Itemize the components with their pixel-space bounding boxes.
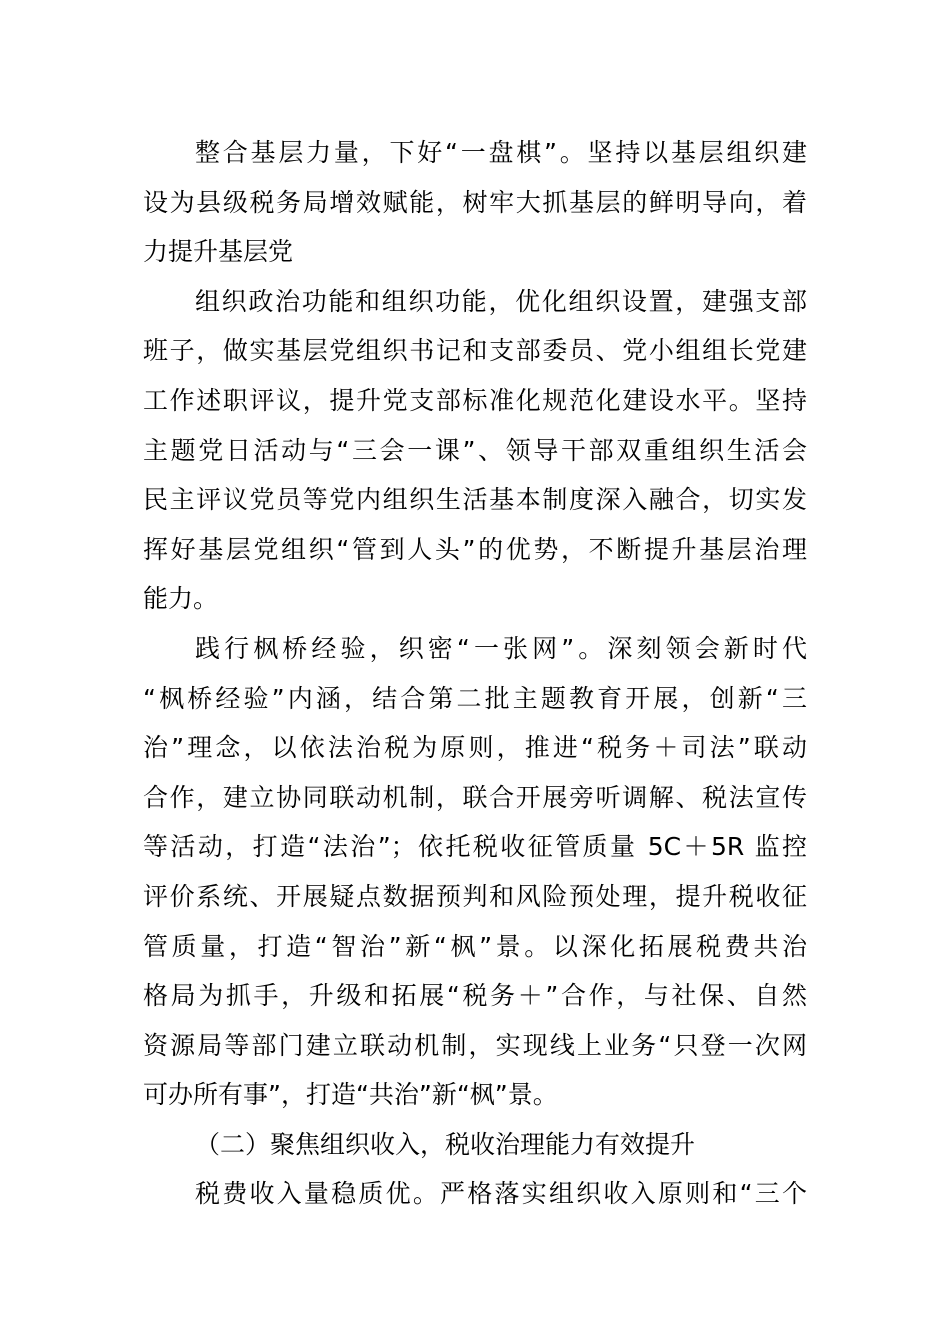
paragraph-line: 评价系统、开展疑点数据预判和风险预处理，提升税收征 bbox=[143, 881, 807, 911]
paragraph-line: 税费收入量稳质优。严格落实组织收入原则和“三个 bbox=[195, 1179, 807, 1209]
paragraph-line: 格局为抓手，升级和拓展“税务＋”合作，与社保、自然 bbox=[143, 981, 807, 1011]
paragraph-line: “枫桥经验”内涵，结合第二批主题教育开展，创新“三 bbox=[143, 683, 807, 713]
paragraph-line: 治”理念，以依法治税为原则，推进“税务＋司法”联动 bbox=[143, 733, 807, 763]
paragraph-line: 主题党日活动与“三会一课”、领导干部双重组织生活会 bbox=[143, 435, 807, 465]
paragraph-line: 践行枫桥经验，织密“一张网”。深刻领会新时代 bbox=[195, 633, 807, 663]
paragraph-line: 合作，建立协同联动机制，联合开展旁听调解、税法宣传 bbox=[143, 782, 807, 812]
paragraph-line: 组织政治功能和组织功能，优化组织设置，建强支部 bbox=[195, 286, 807, 316]
paragraph-line: 整合基层力量，下好“一盘棋”。坚持以基层组织建 bbox=[195, 138, 807, 167]
paragraph-line: 管质量，打造“智治”新“枫”景。以深化拓展税费共治 bbox=[143, 931, 807, 961]
paragraph-line: 力提升基层党 bbox=[143, 237, 294, 267]
paragraph-line: 资源局等部门建立联动机制，实现线上业务“只登一次网 bbox=[143, 1030, 807, 1060]
paragraph-line: 挥好基层党组织“管到人头”的优势，不断提升基层治理 bbox=[143, 534, 807, 564]
paragraph-line: 等活动，打造“法治”；依托税收征管质量 5C＋5R 监控 bbox=[143, 832, 807, 862]
section-heading: （二）聚焦组织收入，税收治理能力有效提升 bbox=[195, 1129, 696, 1159]
paragraph-line: 民主评议党员等党内组织生活基本制度深入融合，切实发 bbox=[143, 485, 807, 515]
document-body bbox=[143, 128, 807, 1219]
paragraph-line: 班子，做实基层党组织书记和支部委员、党小组组长党建 bbox=[143, 336, 807, 366]
paragraph-line: 设为县级税务局增效赋能，树牢大抓基层的鲜明导向，着 bbox=[143, 187, 807, 217]
paragraph-line: 工作述职评议，提升党支部标准化规范化建设水平。坚持 bbox=[143, 385, 807, 415]
paragraph-line: 能力。 bbox=[143, 584, 219, 614]
paragraph-line: 可办所有事”，打造“共治”新“枫”景。 bbox=[143, 1080, 558, 1110]
